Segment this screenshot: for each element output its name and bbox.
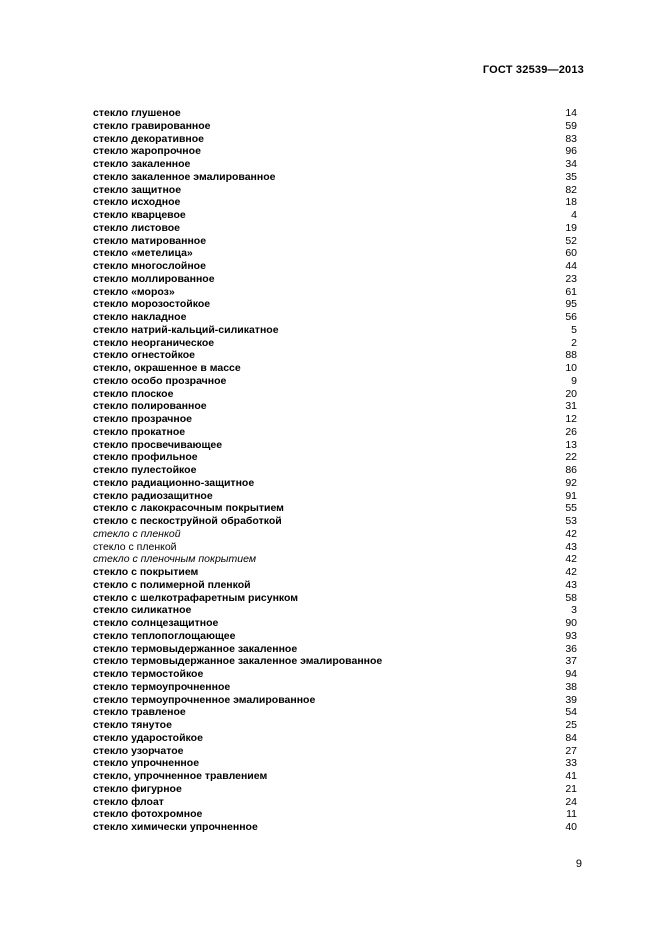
index-entry xyxy=(93,400,577,413)
index-page-ref: 20 xyxy=(565,387,577,400)
index-entry xyxy=(93,451,577,464)
index-term: стекло «мороз» xyxy=(93,285,175,298)
index-page-ref: 54 xyxy=(565,706,577,719)
index-term: стекло декоративное xyxy=(93,132,205,145)
index-term: стекло упрочненное xyxy=(93,757,200,770)
index-page-ref: 18 xyxy=(565,196,577,209)
index-term: стекло флоат xyxy=(93,795,164,808)
index-page-ref: 53 xyxy=(565,515,577,527)
index-page-ref: 11 xyxy=(566,808,577,821)
index-term: стекло с пленкой xyxy=(93,527,181,540)
index-term: стекло фигурное xyxy=(93,782,182,795)
index-term: стекло химически упрочненное xyxy=(93,821,258,833)
index-entry xyxy=(93,745,577,758)
index-entry xyxy=(93,235,577,248)
index-page-ref: 93 xyxy=(565,629,577,642)
index-page-ref: 41 xyxy=(565,770,577,782)
index-entry xyxy=(93,337,577,350)
index-entry xyxy=(93,286,577,299)
index-term: стекло глушеное xyxy=(93,107,181,119)
index-term: стекло кварцевое xyxy=(93,209,186,221)
index-term: стекло морозостойкое xyxy=(93,298,211,311)
index-page-ref: 42 xyxy=(565,527,577,540)
index-term: стекло с пескоструйной обработкой xyxy=(93,515,282,527)
index-page-ref: 52 xyxy=(565,234,577,247)
index-page-ref: 86 xyxy=(565,464,577,476)
index-page-ref: 3 xyxy=(571,604,577,617)
index-page-ref: 55 xyxy=(565,502,577,515)
index-entry xyxy=(93,796,577,809)
document-header: ГОСТ 32539—2013 xyxy=(482,64,584,76)
index-term: стекло теплопоглощающее xyxy=(93,629,236,642)
index-entry xyxy=(93,821,577,834)
index-term: стекло плоское xyxy=(93,387,174,400)
index-page-ref: 96 xyxy=(565,145,577,158)
index-page-ref: 59 xyxy=(565,119,577,132)
index-entry xyxy=(93,388,577,401)
index-page-ref: 12 xyxy=(565,413,577,425)
index-entry xyxy=(93,770,577,783)
index-page-ref: 44 xyxy=(565,260,577,272)
index-term: стекло с пленкой xyxy=(93,540,177,553)
index-entry xyxy=(93,490,577,503)
index-term: стекло с покрытием xyxy=(93,566,199,578)
index-page-ref: 37 xyxy=(565,655,577,668)
index-page-ref: 9 xyxy=(571,374,577,387)
term-index-list xyxy=(93,107,577,834)
index-entry xyxy=(93,528,577,541)
index-term: стекло прозрачное xyxy=(93,413,193,425)
index-entry xyxy=(93,171,577,184)
index-entry xyxy=(93,630,577,643)
index-page-ref: 90 xyxy=(565,617,577,629)
index-entry xyxy=(93,706,577,719)
index-term: стекло тянутое xyxy=(93,719,172,731)
index-term: стекло с пленочным покрытием xyxy=(93,553,257,566)
index-term: стекло с шелкотрафаретным рисунком xyxy=(93,591,299,604)
index-page-ref: 21 xyxy=(565,782,577,795)
index-term: стекло, окрашенное в массе xyxy=(93,362,241,374)
index-term: стекло особо прозрачное xyxy=(93,374,227,387)
index-entry xyxy=(93,145,577,158)
index-page-ref: 35 xyxy=(565,170,577,183)
index-page-ref: 38 xyxy=(565,680,577,693)
index-entry xyxy=(93,184,577,197)
index-term: стекло пулестойкое xyxy=(93,464,197,476)
index-entry xyxy=(93,107,577,120)
index-entry xyxy=(93,617,577,630)
index-term: стекло листовое xyxy=(93,221,181,234)
index-term: стекло фотохромное xyxy=(93,808,203,821)
index-page-ref: 23 xyxy=(565,272,577,285)
index-entry xyxy=(93,808,577,821)
index-term: стекло огнестойкое xyxy=(93,349,195,362)
index-term: стекло ударостойкое xyxy=(93,731,203,744)
index-term: стекло травленое xyxy=(93,706,186,719)
index-term: стекло просвечивающее xyxy=(93,438,223,451)
index-page-ref: 82 xyxy=(565,183,577,196)
index-page-ref: 43 xyxy=(565,578,577,591)
index-entry xyxy=(93,502,577,515)
index-page-ref: 33 xyxy=(565,757,577,770)
index-page-ref: 13 xyxy=(565,438,577,451)
index-term: стекло прокатное xyxy=(93,425,186,438)
index-term: стекло накладное xyxy=(93,311,187,323)
index-term: стекло закаленное эмалированное xyxy=(93,170,276,183)
index-term: стекло моллированное xyxy=(93,272,215,285)
index-entry xyxy=(93,464,577,477)
index-entry xyxy=(93,375,577,388)
index-entry xyxy=(93,719,577,732)
index-term: стекло термостойкое xyxy=(93,668,204,680)
index-page-ref: 24 xyxy=(565,795,577,808)
index-entry xyxy=(93,349,577,362)
index-entry xyxy=(93,604,577,617)
index-entry xyxy=(93,260,577,273)
index-entry xyxy=(93,515,577,528)
index-page-ref: 39 xyxy=(565,693,577,706)
index-term: стекло радиационно-защитное xyxy=(93,476,255,489)
index-term: стекло полированное xyxy=(93,400,207,413)
page-number: 9 xyxy=(575,858,582,870)
index-entry xyxy=(93,643,577,656)
index-entry xyxy=(93,477,577,490)
index-page-ref: 14 xyxy=(565,107,577,119)
index-page-ref: 5 xyxy=(571,323,577,336)
index-entry xyxy=(93,579,577,592)
index-page-ref: 31 xyxy=(565,400,577,413)
index-entry xyxy=(93,694,577,707)
index-entry xyxy=(93,541,577,554)
index-entry xyxy=(93,553,577,566)
index-page-ref: 43 xyxy=(565,540,577,553)
index-term: стекло радиозащитное xyxy=(93,489,213,502)
index-page-ref: 88 xyxy=(565,349,577,362)
index-term: стекло узорчатое xyxy=(93,744,184,757)
index-page-ref: 26 xyxy=(565,425,577,438)
index-page-ref: 22 xyxy=(565,451,577,464)
index-page-ref: 27 xyxy=(565,744,577,757)
index-page-ref: 94 xyxy=(565,668,577,680)
index-entry xyxy=(93,196,577,209)
index-page-ref: 92 xyxy=(565,476,577,489)
index-entry xyxy=(93,783,577,796)
index-page-ref: 84 xyxy=(565,731,577,744)
index-entry xyxy=(93,592,577,605)
index-entry xyxy=(93,362,577,375)
index-term: стекло термовыдержанное закаленное эмалированное xyxy=(93,655,383,668)
index-term: стекло неорганическое xyxy=(93,336,215,349)
index-term: стекло, упрочненное травлением xyxy=(93,770,268,782)
index-page-ref: 42 xyxy=(565,566,577,578)
index-entry xyxy=(93,324,577,337)
index-entry xyxy=(93,732,577,745)
index-term: стекло с лакокрасочным покрытием xyxy=(93,502,284,515)
index-page-ref: 60 xyxy=(565,247,577,260)
index-page-ref: 34 xyxy=(565,158,577,170)
index-page-ref: 56 xyxy=(565,311,577,323)
index-term: стекло «метелица» xyxy=(93,247,193,260)
index-term: стекло гравированное xyxy=(93,119,211,132)
index-entry xyxy=(93,158,577,171)
index-page-ref: 25 xyxy=(565,719,577,731)
index-entry xyxy=(93,311,577,324)
index-entry xyxy=(93,439,577,452)
index-term: стекло термовыдержанное закаленное xyxy=(93,642,298,655)
index-term: стекло многослойное xyxy=(93,260,206,272)
index-term: стекло профильное xyxy=(93,451,198,464)
index-page-ref: 42 xyxy=(565,553,577,566)
index-term: стекло термоупрочненное xyxy=(93,680,231,693)
index-page-ref: 58 xyxy=(565,591,577,604)
index-term: стекло термоупрочненное эмалированное xyxy=(93,693,316,706)
index-term: стекло силикатное xyxy=(93,604,192,617)
index-page-ref: 4 xyxy=(571,209,577,221)
index-entry xyxy=(93,413,577,426)
index-page-ref: 36 xyxy=(565,642,577,655)
index-entry xyxy=(93,273,577,286)
index-entry xyxy=(93,247,577,260)
index-entry xyxy=(93,566,577,579)
index-term: стекло исходное xyxy=(93,196,181,209)
index-entry xyxy=(93,222,577,235)
index-page-ref: 2 xyxy=(571,336,577,349)
index-entry xyxy=(93,668,577,681)
index-entry xyxy=(93,655,577,668)
index-term: стекло защитное xyxy=(93,183,182,196)
index-page-ref: 61 xyxy=(565,285,577,298)
index-entry xyxy=(93,681,577,694)
index-entry xyxy=(93,757,577,770)
index-page-ref: 91 xyxy=(565,489,577,502)
index-term: стекло матированное xyxy=(93,234,207,247)
index-term: стекло с полимерной пленкой xyxy=(93,578,251,591)
index-entry xyxy=(93,120,577,133)
index-page-ref: 40 xyxy=(565,821,577,833)
index-page-ref: 83 xyxy=(565,132,577,145)
index-term: стекло солнцезащитное xyxy=(93,617,219,629)
index-entry xyxy=(93,209,577,222)
index-entry xyxy=(93,133,577,146)
index-entry xyxy=(93,298,577,311)
index-page-ref: 19 xyxy=(565,221,577,234)
index-term: стекло жаропрочное xyxy=(93,145,201,158)
index-term: стекло закаленное xyxy=(93,158,191,170)
index-entry xyxy=(93,426,577,439)
index-page-ref: 95 xyxy=(565,298,577,311)
index-page-ref: 10 xyxy=(565,362,577,374)
index-term: стекло натрий-кальций-силикатное xyxy=(93,323,279,336)
